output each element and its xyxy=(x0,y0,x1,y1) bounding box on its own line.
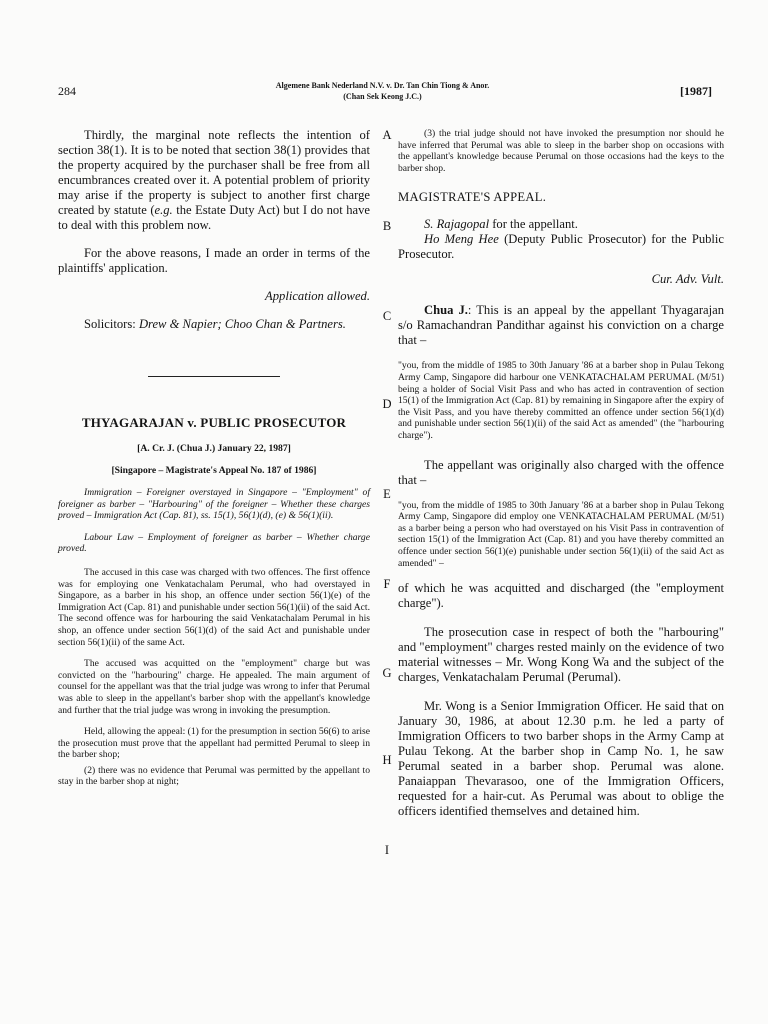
catchwords-immigration: Immigration – Foreigner overstayed in Singapore – "Employment" of foreigner as barber – "Harbouring" of the foreigner – Whether these charges proved – Immigration Act (Cap. 81), ss. 15(1), 56(1)(d), (e) & 56(1)(ii). xyxy=(58,487,370,522)
margin-letter-c: C xyxy=(382,309,392,323)
case-citation: [A. Cr. J. (Chua J.) January 22, 1987] xyxy=(137,443,291,454)
paragraph-original-charge: The appellant was originally also charged with the offence that – xyxy=(398,457,724,487)
report-year: [1987] xyxy=(680,84,712,98)
appeal-heading: MAGISTRATE'S APPEAL. xyxy=(398,190,547,205)
headnote-appeal: The accused was acquitted on the "employment" charge but was convicted on the "harbouring" charge. He appealed. The main argument of counsel for the appellant was that the trial judge was wrong to infer that Perumal was able to sleep in the appellant's barber shop with the appellant's knowledge and further that the trial judge was wrong in invoking the presumption. xyxy=(58,658,370,716)
paragraph-prosecution: The prosecution case in respect of both the "harbouring" and "employment" charges rested mainly on the evidence of two material witnesses – Mr. Wong Kong Wa and the subject of the charges, Venkatachalam Perumal (Perumal). xyxy=(398,625,724,685)
margin-letter-f: F xyxy=(383,577,391,591)
margin-letter-h: H xyxy=(382,753,392,767)
paragraph-order: For the above reasons, I made an order in terms of the plaintiffs' application. xyxy=(58,246,370,275)
margin-letter-d: D xyxy=(382,397,392,411)
margin-letter-g: G xyxy=(382,666,392,680)
page-number: 284 xyxy=(58,84,76,98)
right-column xyxy=(398,128,724,819)
paragraph-acquitted: of which he was acquitted and discharged (the "employment charge"). xyxy=(398,581,724,611)
harbouring-charge-text: "you, from the middle of 1985 to 30th January '86 at a barber shop in Pulau Tekong Army Camp, Singapore did harbour one VENKATACHALAM PERUMAL (M/51) being a holder of Social Visit Pass and who has acted in contravention of section 15(1) of the Immigration Act (Cap. 81) by remaining in Singapore after the expiry of the Visit Pass, and you have thereby committed an offence under section 56(1)(d) and punishable under section 56(1)(ii) of the said Act as amended" (the "harbouring charge"). xyxy=(398,360,724,441)
result-line: Application allowed. xyxy=(265,289,370,303)
appeal-number: [Singapore – Magistrate's Appeal No. 187 of 1986] xyxy=(111,465,317,476)
headnote-held: Held, allowing the appeal: (1) for the presumption in section 56(6) to arise the prosecution must prove that the appellant had permitted Perumal to sleep in the barber shop; xyxy=(58,726,370,761)
margin-letter-e: E xyxy=(383,487,391,501)
counsel-appellant: S. Rajagopal for the appellant. xyxy=(424,217,578,232)
margin-letter-b: B xyxy=(382,219,392,233)
running-header-case: Algemene Bank Nederland N.V. v. Dr. Tan Chin Tiong & Anor. xyxy=(275,81,490,90)
margin-letter-a: A xyxy=(382,128,392,142)
section-divider xyxy=(148,376,280,377)
counsel-prosecutor: Ho Meng Hee (Deputy Public Prosecutor) for the Public Prosecutor. xyxy=(398,232,725,262)
catchwords-labour: Labour Law – Employment of foreigner as barber – Whether charge proved. xyxy=(58,531,370,555)
employment-charge-text: "you, from the middle of 1985 to 30th January '86 at a barber shop in Pulau Tekong Army Camp, Singapore did employ one VENKATACHALAM PERUMAL (M/51) as a barber being a person who had overstayed on his Visit Pass in contravention of section 15(1) of the Immigration Act (Cap. 81) and you have thereby committed an offence under section 56(1)(e) punishable under section 56(1)(ii) of the said Act as amended" – xyxy=(398,499,724,569)
judgment-opening: Chua J.: This is an appeal by the appellant Thyagarajan s/o Ramachandran Pandithar against his conviction on a charge that – xyxy=(398,303,724,348)
running-header xyxy=(180,80,585,102)
solicitors-line: Solicitors: Drew & Napier; Choo Chan & Partners. xyxy=(84,317,346,331)
paragraph-wong: Mr. Wong is a Senior Immigration Officer. He said that on January 30, 1986, at about 12.30 p.m. he led a party of Immigration Officers to two barber shops in the Army Camp at Pulau Tekong. At the barber shop in Camp No. 1, he saw Perumal seated in a barber shop. Perumal was alone. Panaiappan Thevarasoo, one of the Immigration Officers, requested for a hair-cut. As Perumal was about to oblige the officers identified themselves and detained him. xyxy=(398,699,724,819)
headnote-held-2: (2) there was no evidence that Perumal was permitted by the appellant to stay in the barber shop at night; xyxy=(58,764,370,788)
headnote-facts: The accused in this case was charged with two offences. The first offence was for employing one Venkatachalam Perumal, who had overstayed in Singapore, as a barber in his shop, an offence under section 56(1)(e) of the Immigration Act (Cap. 81) and punishable under section 56(1)(ii) of the said Act. The second offence was for harbouring the said Venkatachalam Perumal in his shop, an offence under section 56(1)(d) of the said Act and punishable under section 56(1)(ii) of the same Act. xyxy=(58,566,370,648)
running-header-judge: (Chan Sek Keong J.C.) xyxy=(343,92,422,101)
paragraph-thirdly: Thirdly, the marginal note reflects the intention of section 38(1). It is to be noted that section 38(1) provides that the property acquired by the purchaser shall be free from all encumbrances created over it. A potential problem of priority may arise if the property is subject to another first charge created by statute (e.g. the Estate Duty Act) but I do not have to deal with this problem now. xyxy=(58,128,370,232)
left-column xyxy=(58,128,370,788)
cur-adv-vult: Cur. Adv. Vult. xyxy=(651,272,724,287)
margin-letter-i: I xyxy=(384,843,390,857)
headnote-held-3: (3) the trial judge should not have invoked the presumption nor should he have inferred that Perumal was able to sleep in the barber shop on occasions with the appellant's knowledge because Perumal on those occasions had the keys to the barber shop. xyxy=(398,128,724,174)
case-title: THYAGARAJAN v. PUBLIC PROSECUTOR xyxy=(81,415,347,430)
